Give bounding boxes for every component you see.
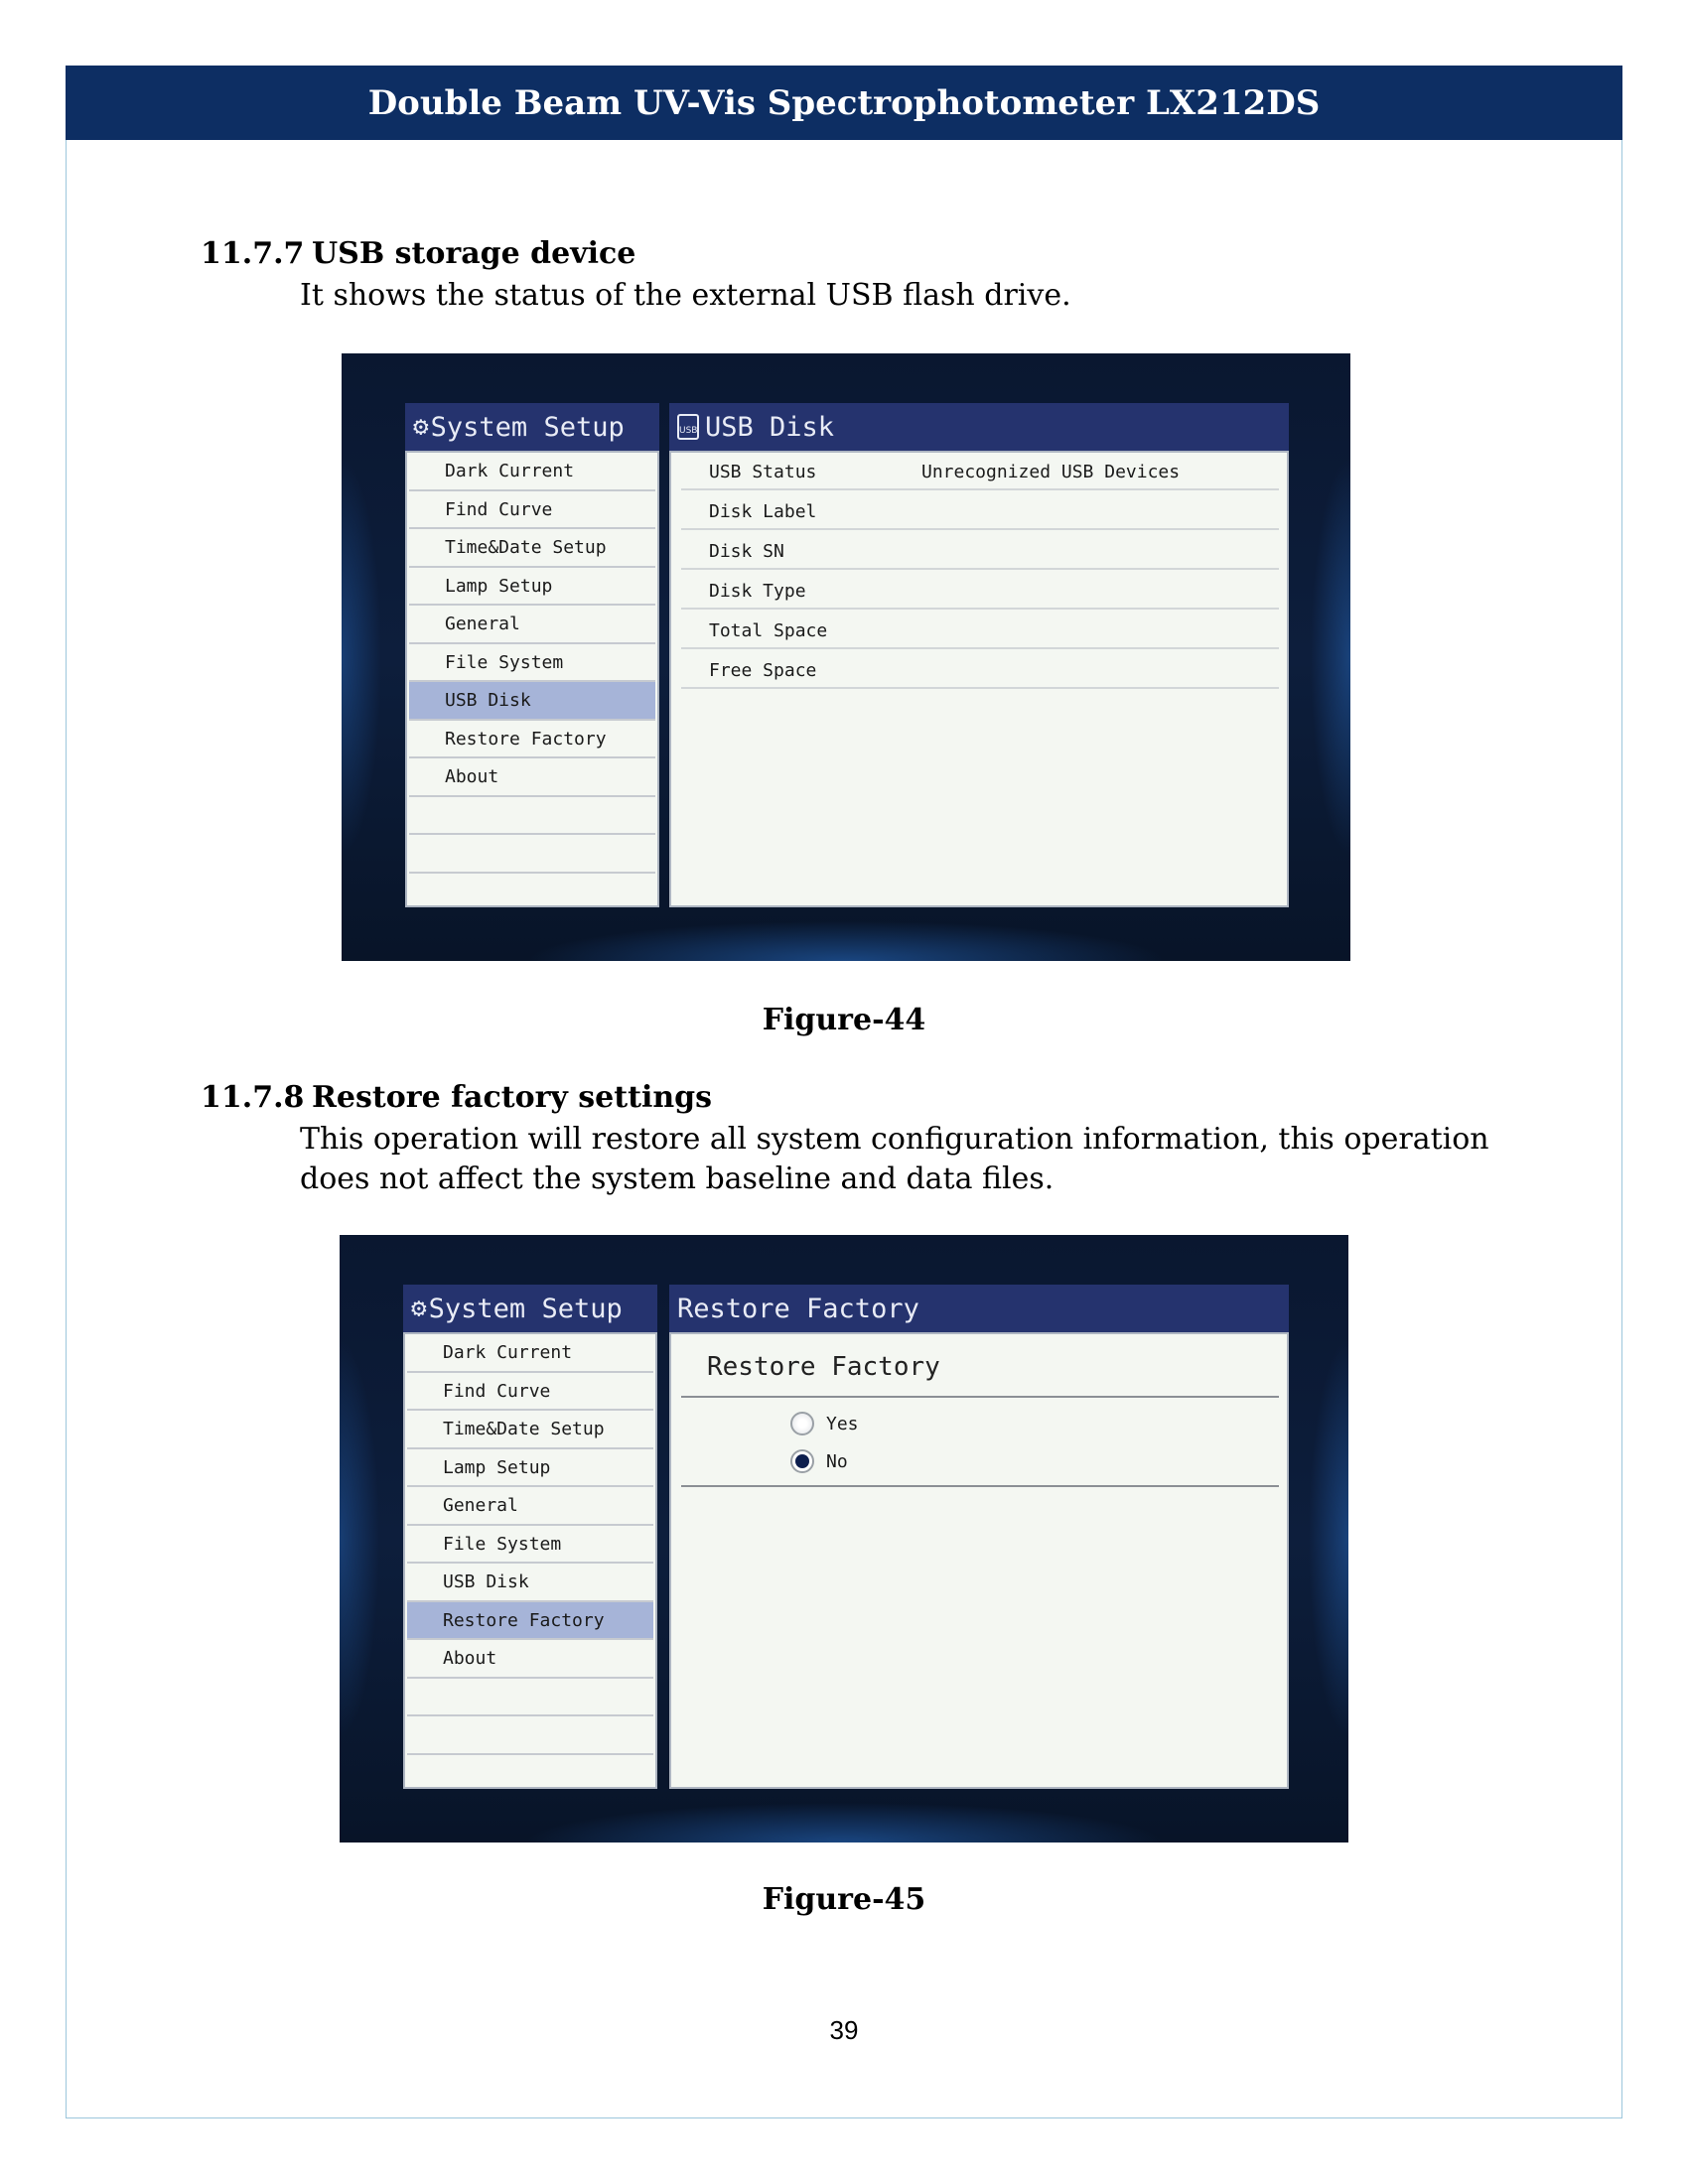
section-number: 11.7.8	[201, 1080, 305, 1115]
section-number: 11.7.7	[201, 236, 305, 271]
info-row	[681, 492, 1279, 530]
info-key: Disk Type	[709, 581, 806, 602]
menu-list	[407, 453, 657, 874]
divider	[681, 1485, 1279, 1487]
section-body-usb: It shows the status of the external USB flash drive.	[300, 278, 1071, 313]
menu-item-general[interactable]: General	[409, 606, 655, 644]
usb-disk-header	[669, 403, 1289, 451]
usb-disk-icon: USB	[677, 414, 699, 440]
menu-item-file-system[interactable]: File System	[409, 644, 655, 683]
menu-item-empty	[409, 835, 655, 874]
menu-item-find-curve[interactable]: Find Curve	[407, 1373, 653, 1412]
menu-item-time-date-setup[interactable]: Time&Date Setup	[407, 1411, 653, 1449]
menu-item-dark-current[interactable]: Dark Current	[407, 1334, 653, 1373]
radio-label-yes: Yes	[826, 1413, 859, 1434]
radio-option-no[interactable]	[790, 1449, 848, 1473]
info-row	[681, 612, 1279, 649]
screenshot-usb-disk	[342, 353, 1350, 961]
restore-factory-header	[669, 1285, 1289, 1332]
gear-icon: ⚙	[413, 412, 429, 442]
menu-item-usb-disk[interactable]: USB Disk	[407, 1564, 653, 1602]
menu-item-empty	[409, 797, 655, 836]
info-row	[681, 572, 1279, 610]
page-number: 39	[829, 2015, 859, 2045]
menu-item-lamp-setup[interactable]: Lamp Setup	[407, 1449, 653, 1488]
menu-item-file-system[interactable]: File System	[407, 1526, 653, 1565]
gear-icon: ⚙	[411, 1294, 427, 1323]
section-body-restore-line2: does not affect the system baseline and data files.	[300, 1161, 1055, 1196]
menu-item-empty	[407, 1679, 653, 1717]
radio-button[interactable]	[790, 1412, 814, 1435]
system-setup-title: System Setup	[428, 1293, 623, 1324]
info-key: Free Space	[709, 660, 817, 681]
screenshot-restore-factory	[340, 1235, 1348, 1843]
menu-item-find-curve[interactable]: Find Curve	[409, 491, 655, 530]
info-value: Unrecognized USB Devices	[921, 462, 1181, 482]
restore-factory-subtitle: Restore Factory	[707, 1352, 940, 1382]
menu-item-lamp-setup[interactable]: Lamp Setup	[409, 568, 655, 607]
document-header: Double Beam UV-Vis Spectrophotometer LX212DS	[66, 66, 1622, 140]
info-row	[681, 651, 1279, 689]
menu-list	[405, 1334, 655, 1755]
section-title: USB storage device	[312, 236, 636, 271]
menu-item-empty	[407, 1716, 653, 1755]
system-setup-header	[405, 403, 659, 451]
divider	[681, 1396, 1279, 1398]
section-title: Restore factory settings	[312, 1080, 713, 1115]
menu-item-usb-disk[interactable]: USB Disk	[409, 682, 655, 721]
menu-item-dark-current[interactable]: Dark Current	[409, 453, 655, 491]
system-setup-header	[403, 1285, 657, 1332]
menu-item-about[interactable]: About	[407, 1640, 653, 1679]
figure-45-caption: Figure-45	[762, 1882, 926, 1917]
system-setup-menu	[405, 451, 659, 907]
figure-44-caption: Figure-44	[762, 1003, 926, 1037]
menu-item-restore-factory[interactable]: Restore Factory	[407, 1602, 653, 1641]
menu-item-general[interactable]: General	[407, 1487, 653, 1526]
system-setup-title: System Setup	[430, 411, 625, 443]
usb-disk-title: USB Disk	[705, 411, 835, 443]
section-heading-usb	[201, 236, 635, 271]
radio-option-yes[interactable]	[790, 1412, 859, 1435]
info-key: Disk SN	[709, 541, 784, 562]
info-key: Disk Label	[709, 501, 817, 522]
menu-item-time-date-setup[interactable]: Time&Date Setup	[409, 529, 655, 568]
section-body-restore-line1: This operation will restore all system configuration information, this operation	[300, 1122, 1489, 1157]
radio-button[interactable]	[790, 1449, 814, 1473]
menu-item-about[interactable]: About	[409, 758, 655, 797]
radio-label-no: No	[826, 1450, 848, 1472]
restore-factory-panel	[669, 1332, 1289, 1789]
usb-disk-panel	[669, 451, 1289, 907]
info-row	[681, 532, 1279, 570]
restore-factory-title: Restore Factory	[677, 1293, 919, 1324]
info-key: USB Status	[709, 462, 817, 482]
info-key: Total Space	[709, 620, 828, 641]
menu-item-restore-factory[interactable]: Restore Factory	[409, 721, 655, 759]
system-setup-menu	[403, 1332, 657, 1789]
info-row	[681, 453, 1279, 490]
section-heading-restore	[201, 1080, 712, 1115]
